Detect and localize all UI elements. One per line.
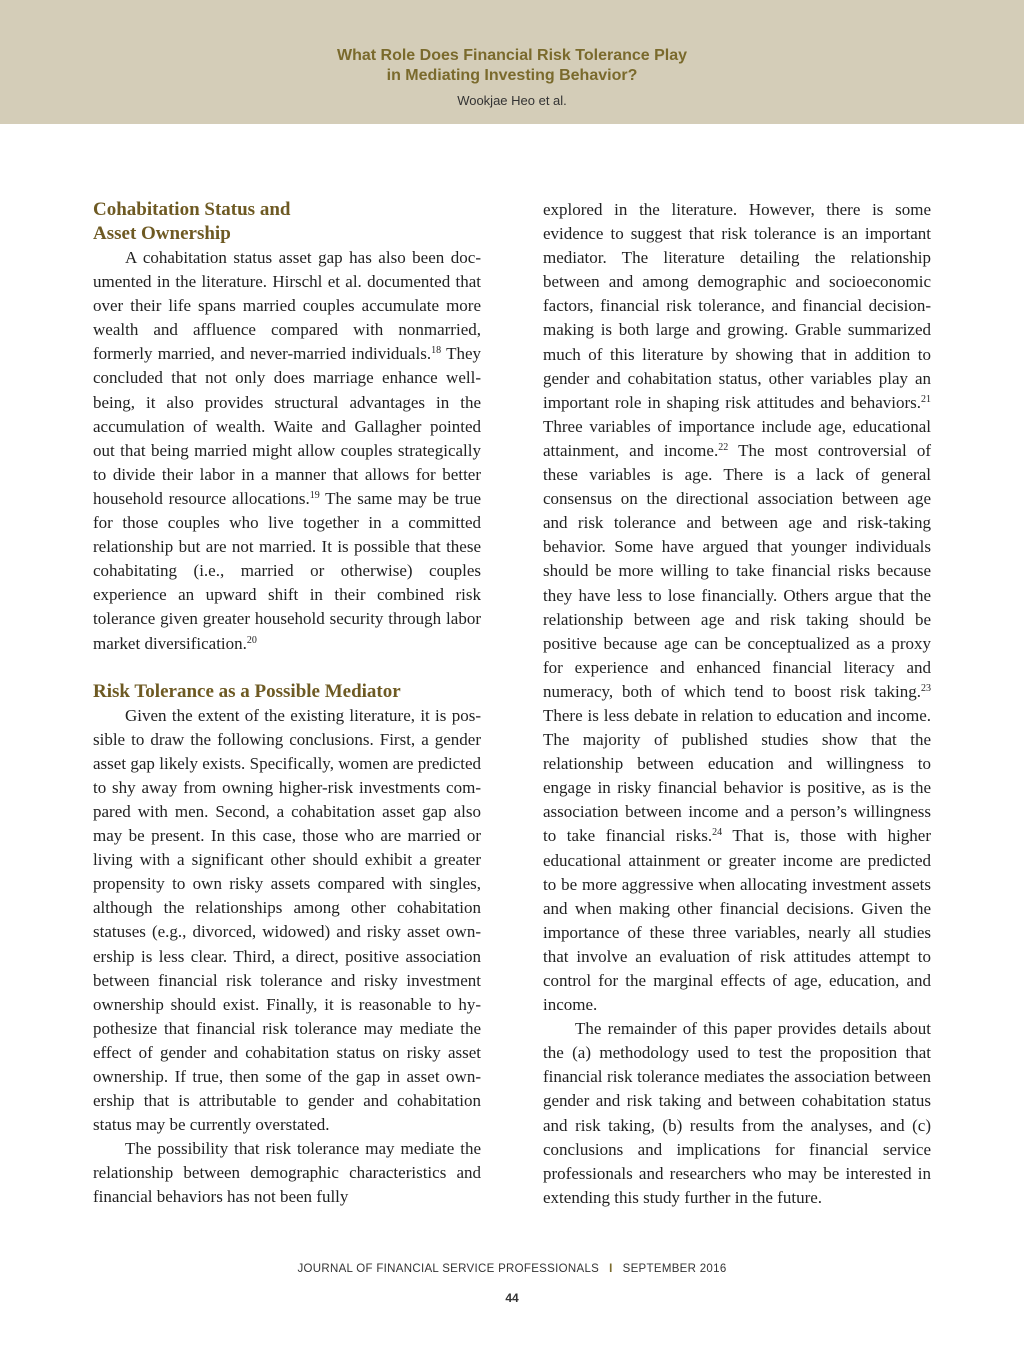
right-column bbox=[543, 198, 931, 1210]
section-heading-risk-tolerance: Risk Tolerance as a Possible Mediator bbox=[93, 680, 401, 702]
left-column bbox=[93, 198, 481, 1210]
paragraph-text: The same may be true for those couples who live together in a committed relationship but are not married. It is possible that these cohabitating (i.e., married or otherwise) couples experience an upward shift in their combined risk tolerance given greater household security through labor market diversification. bbox=[93, 488, 482, 653]
paragraph-literature bbox=[543, 198, 931, 1017]
section-heading-cohabitation bbox=[93, 198, 481, 246]
footnote-ref: 19 bbox=[309, 489, 320, 501]
footer-separator: I bbox=[609, 1263, 613, 1275]
paragraph-remainder: The remainder of this paper provides details about the (a) methodology used to test the proposition that financial risk tolerance mediates the association between gender and risk taking and between cohabitation status and risk taking, (b) results from the analyses, and (c) conclusions and implications for financial service professionals and researchers who may be interested in extending this study further in the future. bbox=[543, 1019, 931, 1207]
paragraph-text: That is, those with higher educational attainment or greater income are predicted to be more aggressive when allocating investment assets and when making other financial decisions. Given the importance of these three variables, nearly all studies that involve an evaluation of risk attitudes attempt to control for the marginal effects of age, education, and income. bbox=[543, 826, 931, 1015]
paragraph-text: explored in the literature. However, there is some evidence to suggest that risk tolerance is an important mediator. The literature detailing the relationship between and among demographic and socioeconomic factors, financial risk tolerance, and financial decision-making is both large and growing. Grable summarized much of this literature by showing that in addition to gender and cohabitation status, other variables play an important role in shaping risk attitudes and behaviors. bbox=[543, 200, 931, 412]
paragraph-mediation: The possibility that risk tolerance may mediate the relationship between demographic characteristics and financial behaviors has not been fully bbox=[93, 1139, 481, 1207]
footnote-ref: 24 bbox=[712, 827, 723, 839]
paragraph-text: They concluded that not only does marriage enhance well-being, it also provides structural advantages in the accumulation of wealth. Waite and Gallagher pointed out that being married might allow couples strategically to divide their labor in a manner that allows for better household resource allocations. bbox=[93, 344, 482, 508]
journal-name: JOURNAL OF FINANCIAL SERVICE PROFESSIONALS bbox=[297, 1263, 600, 1275]
footnote-ref: 18 bbox=[431, 345, 442, 357]
section-heading-line2: Asset Ownership bbox=[93, 223, 231, 244]
paragraph-text: A cohabitation status asset gap has also been documented in the literature. Hirschl et al. documented that over their life spans married couples accumulate more wealth and affluence compared with nonmarried, formerly married, and never-married individuals. bbox=[93, 248, 481, 364]
section-heading-line1: Cohabitation Status and bbox=[93, 199, 291, 220]
article-authors: Wookjae Heo et al. bbox=[457, 93, 567, 108]
footer bbox=[0, 1263, 1024, 1275]
footnote-ref: 22 bbox=[718, 441, 729, 453]
issue-date: SEPTEMBER 2016 bbox=[622, 1263, 727, 1275]
paragraph-text: Three variables of importance include age, educational attainment, and income. bbox=[543, 416, 931, 460]
paragraph-text: There is less debate in relation to education and income. The majority of published studies show that the relationship between education and willingness to engage in risky financial behavior is positive, as is the association between income and a person’s willingness to take financial risks. bbox=[543, 705, 931, 846]
article-title-line2: in Mediating Investing Behavior? bbox=[386, 67, 638, 84]
header-band bbox=[0, 0, 1024, 124]
paragraph-conclusions: Given the extent of the existing literature, it is possible to draw the following conclusions. First, a gender asset gap likely exists. Specifically, women are predicted to shy away from owning higher-risk investments compared with men. Second, a cohabitation asset gap also may be present. In this case, those who are married or living with a significant other should exhibit a greater propensity to own risky assets compared with singles, although the relationships among other cohabitation statuses (e.g., divorced, widowed) and risky asset ownership is less clear. Third, a direct, positive association between financial risk tolerance and risky investment ownership should exist. Finally, it is reasonable to hypothesize that financial risk tolerance may mediate the effect of gender and cohabitation status on risky asset ownership. If true, then some of the gap in asset ownership that is attributable to gender and cohabitation status may be currently overstated. bbox=[93, 705, 481, 1135]
paragraph-cohabitation bbox=[93, 246, 481, 656]
footnote-ref: 23 bbox=[921, 682, 931, 694]
paragraph-text: The most controversial of these variables is age. There is a lack of general consensus on the directional association between age and risk tolerance and between age and risk-taking behavior. Some have argued that younger individuals should be more willing to take financial risks because they have less to lose financially. Others argue that the relationship between age and risk taking should be positive because age can be conceptualized as a proxy for experience and enhanced financial literacy and numeracy, both of which tend to boost risk taking. bbox=[543, 440, 932, 701]
page-number: 44 bbox=[505, 1291, 519, 1305]
footnote-ref: 20 bbox=[246, 634, 257, 646]
footnote-ref: 21 bbox=[921, 393, 931, 405]
article-title-line1: What Role Does Financial Risk Tolerance Play bbox=[336, 47, 688, 64]
